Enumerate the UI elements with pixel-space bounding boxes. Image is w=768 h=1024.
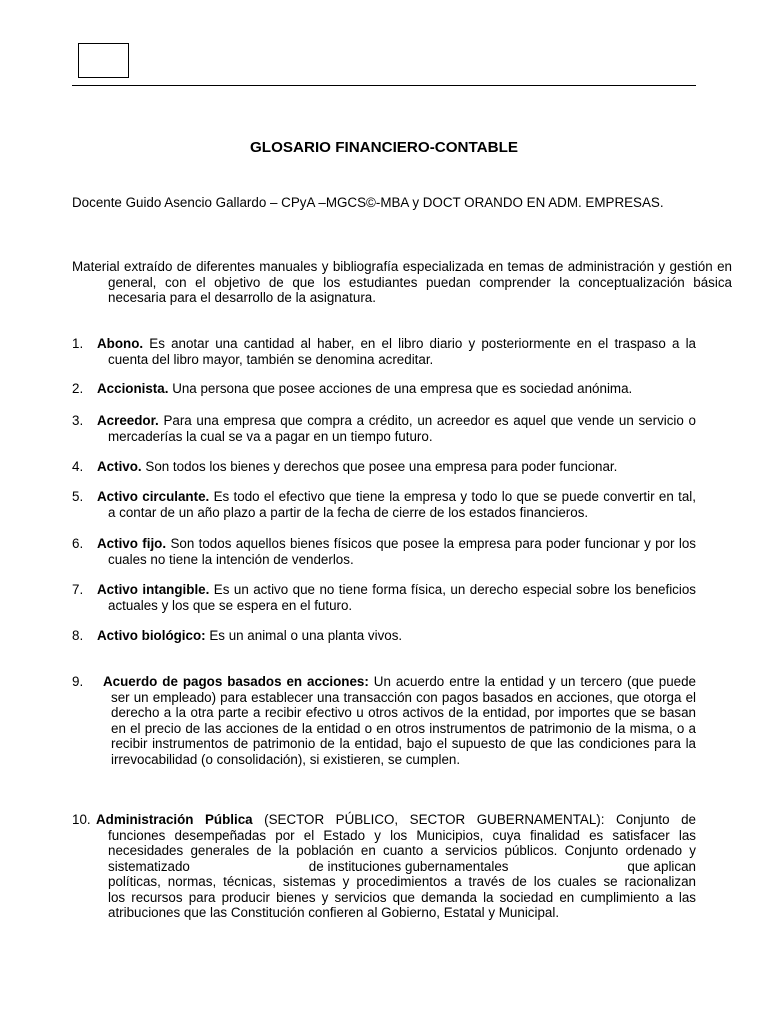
entry-number: 8. — [72, 628, 84, 643]
document-title: GLOSARIO FINANCIERO-CONTABLE — [249, 139, 519, 156]
entry-term: Acreedor. — [97, 413, 159, 428]
entry-term: Activo circulante. — [97, 489, 210, 504]
entry-definition: Son todos los bienes y derechos que posee una empresa para poder funcionar. — [145, 459, 618, 474]
entry-definition: (SECTOR PÚBLICO, SECTOR GUBERNAMENTAL): Conjunto de funciones desempeñadas por el Estado y los Municipios, cuya finalidad es satisfacer las necesidades generales de la población en cuanto a servicios públicos. Conjunto ordenado y sistematizado de instituciones gubernamentales que aplican políticas, normas, técnicas, sistemas y procedimientos a través de los cuales se racionalizan los recursos para producir bienes y servicios que demanda la sociedad en cumplimiento a las atribuciones que las Constitución confieren al Gobierno, Estatal y Municipal. — [108, 812, 734, 920]
entry-number: 1. — [72, 336, 84, 351]
entry-definition: Es un animal o una planta vivos. — [209, 628, 403, 643]
entry-number: 9. — [72, 674, 84, 689]
entry-term: Activo. — [97, 459, 142, 474]
entry-term: Activo biológico: — [97, 628, 206, 643]
intro-paragraph: Material extraído de diferentes manuales y bibliografía especializada en temas de administración y gestión en general, con el objetivo de que los estudiantes puedan comprender la conceptualización básica necesaria para el desarrollo de la asignatura. — [72, 259, 732, 305]
glossary-entry — [72, 812, 734, 921]
glossary-entry — [72, 459, 696, 475]
entry-definition: Es un activo que no tiene forma física, un derecho especial sobre los beneficios actuales y los que se espera en el futuro. — [108, 582, 696, 613]
entry-term: Accionista. — [97, 381, 169, 396]
teacher-line: Docente Guido Asencio Gallardo – CPyA –MGCS©-MBA y DOCT ORANDO EN ADM. EMPRESAS. — [72, 195, 664, 210]
entry-definition: Es todo el efectivo que tiene la empresa y todo lo que se puede convertir en tal, a contar de un año plazo a partir de la fecha de cierre de los estados financieros. — [108, 489, 697, 520]
entry-definition: Un acuerdo entre la entidad y un tercero (que puede ser un empleado) para establecer una transacción con pagos basados en acciones, que otorga el derecho a la otra parte a recibir efectivo u otros activos de la entidad, por importes que se basan en el precio de las acciones de la entidad o en otros instrumentos de patrimonio de la misma, o a recibir instrumentos de patrimonio de la entidad, bajo el supuesto de que las condiciones para la irrevocabilidad (o consolidación), si existieren, se cumplen. — [111, 674, 696, 767]
header-rule — [72, 85, 696, 86]
entry-number: 10. — [72, 812, 91, 827]
entry-definition: Son todos aquellos bienes físicos que posee la empresa para poder funcionar y por los cuales no tiene la intención de venderlos. — [108, 536, 696, 567]
glossary-entry — [72, 536, 696, 567]
glossary-entry — [72, 582, 696, 613]
entry-definition: Para una empresa que compra a crédito, un acreedor es aquel que vende un servicio o mercaderías la cual se va a pagar en un tiempo futuro. — [108, 413, 696, 444]
entry-term: Activo intangible. — [97, 582, 210, 597]
glossary-entry — [72, 489, 696, 520]
entry-number: 7. — [72, 582, 84, 597]
entry-number: 3. — [72, 413, 84, 428]
entry-term: Activo fijo. — [97, 536, 167, 551]
entry-definition: Una persona que posee acciones de una empresa que es sociedad anónima. — [172, 381, 633, 396]
page-number-box — [78, 43, 129, 78]
entry-term: Abono. — [97, 336, 144, 351]
entry-number: 5. — [72, 489, 84, 504]
entry-definition: Es anotar una cantidad al haber, en el libro diario y posteriormente en el traspaso a la cuenta del libro mayor, también se denomina acreditar. — [108, 336, 696, 367]
entry-term: Administración Pública — [96, 812, 253, 827]
glossary-entry — [72, 674, 696, 767]
glossary-entry — [72, 628, 696, 644]
entry-number: 2. — [72, 381, 84, 396]
glossary-entry — [72, 413, 696, 444]
entry-number: 6. — [72, 536, 84, 551]
entry-number: 4. — [72, 459, 84, 474]
glossary-entry — [72, 381, 696, 397]
entry-term: Acuerdo de pagos basados en acciones: — [103, 674, 369, 689]
glossary-entry — [72, 336, 696, 367]
